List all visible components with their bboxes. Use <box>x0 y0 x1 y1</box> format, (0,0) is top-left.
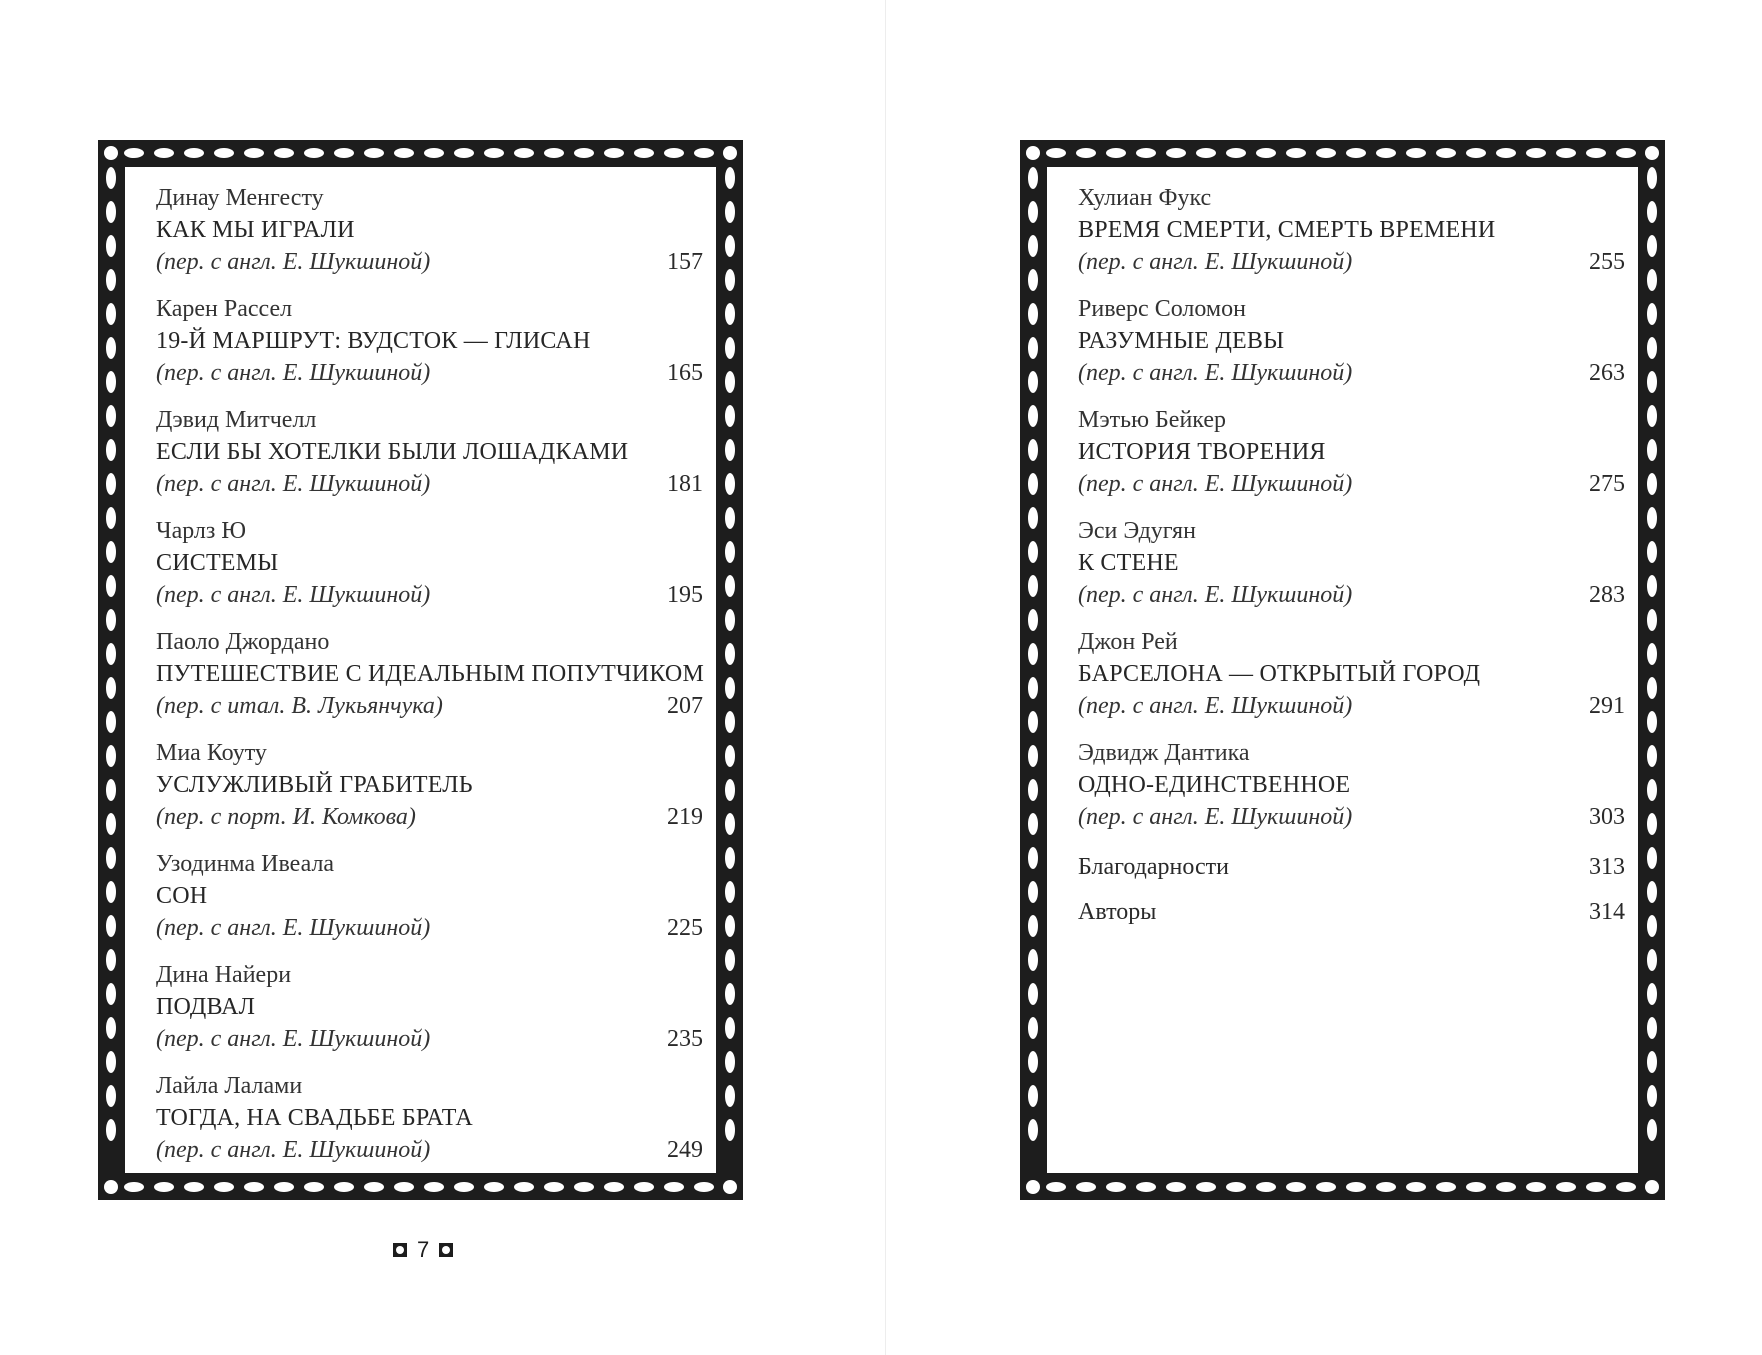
toc-entry <box>1078 626 1625 722</box>
ornament-square-icon <box>439 1243 453 1257</box>
extra-page-number: 313 <box>1589 854 1625 880</box>
entry-title: КАК МЫ ИГРАЛИ <box>156 217 355 243</box>
entry-author: Дэвид Митчелл <box>156 407 317 433</box>
table-of-contents-right <box>1078 182 1625 941</box>
entry-author: Хулиан Фукс <box>1078 185 1212 211</box>
entry-translator: (пер. с англ. Е. Шукшиной) <box>156 582 431 608</box>
entry-page-number: 225 <box>667 915 703 941</box>
toc-entry <box>156 959 703 1055</box>
entry-title: УСЛУЖЛИВЫЙ ГРАБИТЕЛЬ <box>156 772 473 798</box>
toc-entry <box>156 848 703 944</box>
entry-title: ВРЕМЯ СМЕРТИ, СМЕРТЬ ВРЕМЕНИ <box>1078 217 1496 243</box>
toc-entry <box>156 515 703 611</box>
toc-entry <box>156 737 703 833</box>
entry-title: ПУТЕШЕСТВИЕ С ИДЕАЛЬНЫМ ПОПУТЧИКОМ <box>156 661 705 687</box>
toc-entry <box>156 182 703 278</box>
entry-page-number: 263 <box>1589 360 1625 386</box>
entry-title: ЕСЛИ БЫ ХОТЕЛКИ БЫЛИ ЛОШАДКАМИ <box>156 439 629 465</box>
entry-author: Паоло Джордано <box>156 629 330 655</box>
entry-translator-line <box>156 357 703 389</box>
entry-page-number: 249 <box>667 1137 703 1163</box>
entry-translator: (пер. с англ. Е. Шукшиной) <box>1078 804 1353 830</box>
entry-author: Эдвидж Дантика <box>1078 740 1250 766</box>
entry-translator-line <box>156 912 703 944</box>
toc-back-matter <box>1078 851 1625 928</box>
entry-page-number: 303 <box>1589 804 1625 830</box>
entry-page-number: 275 <box>1589 471 1625 497</box>
entry-page-number: 219 <box>667 804 703 830</box>
entry-author: Мэтью Бейкер <box>1078 407 1226 433</box>
entry-translator: (пер. с итал. В. Лукьянчука) <box>156 693 443 719</box>
ornamental-frame-left <box>98 140 743 1200</box>
entry-translator-line <box>1078 357 1625 389</box>
toc-entry <box>1078 182 1625 278</box>
entry-translator-line <box>1078 579 1625 611</box>
entry-translator: (пер. с англ. Е. Шукшиной) <box>1078 693 1353 719</box>
entry-title: ИСТОРИЯ ТВОРЕНИЯ <box>1078 439 1326 465</box>
toc-entry <box>156 404 703 500</box>
entry-author: Чарлз Ю <box>156 518 247 544</box>
toc-entry <box>156 1070 703 1166</box>
extra-page-number: 314 <box>1589 899 1625 925</box>
entry-author: Лайла Лалами <box>156 1073 303 1099</box>
entry-title: БАРСЕЛОНА — ОТКРЫТЫЙ ГОРОД <box>1078 661 1481 687</box>
entry-title: СИСТЕМЫ <box>156 550 279 576</box>
extra-label: Благодарности <box>1078 854 1229 880</box>
entry-title: К СТЕНЕ <box>1078 550 1179 576</box>
toc-extra-item <box>1078 896 1625 928</box>
entry-translator-line <box>1078 801 1625 833</box>
toc-entry <box>1078 515 1625 611</box>
entry-page-number: 157 <box>667 249 703 275</box>
ornamental-frame-right <box>1020 140 1665 1200</box>
entry-page-number: 255 <box>1589 249 1625 275</box>
entry-translator-line <box>1078 468 1625 500</box>
right-page <box>886 0 1762 1355</box>
extra-label: Авторы <box>1078 899 1157 925</box>
entry-page-number: 235 <box>667 1026 703 1052</box>
entry-translator-line <box>156 1134 703 1166</box>
entry-page-number: 207 <box>667 693 703 719</box>
entry-translator: (пер. с англ. Е. Шукшиной) <box>1078 249 1353 275</box>
folio-number: 7 <box>417 1237 430 1262</box>
entry-title: ТОГДА, НА СВАДЬБЕ БРАТА <box>156 1105 473 1131</box>
entry-translator: (пер. с англ. Е. Шукшиной) <box>1078 471 1353 497</box>
folio <box>393 1236 453 1264</box>
entry-translator: (пер. с англ. Е. Шукшиной) <box>156 1026 431 1052</box>
entry-translator-line <box>1078 690 1625 722</box>
entry-title: ПОДВАЛ <box>156 994 256 1020</box>
entry-translator: (пер. с порт. И. Комкова) <box>156 804 416 830</box>
entry-page-number: 195 <box>667 582 703 608</box>
entry-translator-line <box>156 690 703 722</box>
entry-title: 19-Й МАРШРУТ: ВУДСТОК — ГЛИСАН <box>156 328 591 354</box>
entry-translator: (пер. с англ. Е. Шукшиной) <box>1078 360 1353 386</box>
entry-page-number: 283 <box>1589 582 1625 608</box>
entry-translator-line <box>1078 246 1625 278</box>
ornament-square-icon <box>393 1243 407 1257</box>
entry-translator-line <box>156 246 703 278</box>
entry-translator: (пер. с англ. Е. Шукшиной) <box>156 249 431 275</box>
entry-translator: (пер. с англ. Е. Шукшиной) <box>156 360 431 386</box>
entry-author: Эси Эдугян <box>1078 518 1196 544</box>
entry-translator: (пер. с англ. Е. Шукшиной) <box>156 1137 431 1163</box>
entry-author: Узодинма Ивеала <box>156 851 335 877</box>
entry-author: Дина Найери <box>156 962 292 988</box>
entry-title: СОН <box>156 883 208 909</box>
entry-translator-line <box>156 468 703 500</box>
toc-entry <box>156 626 703 722</box>
entry-page-number: 165 <box>667 360 703 386</box>
toc-extra-item <box>1078 851 1625 883</box>
entry-title: ОДНО-ЕДИНСТВЕННОЕ <box>1078 772 1351 798</box>
entry-title: РАЗУМНЫЕ ДЕВЫ <box>1078 328 1285 354</box>
table-of-contents-left <box>156 182 703 1181</box>
entry-translator: (пер. с англ. Е. Шукшиной) <box>1078 582 1353 608</box>
entry-author: Миа Коуту <box>156 740 267 766</box>
toc-entry <box>1078 404 1625 500</box>
entry-page-number: 181 <box>667 471 703 497</box>
entry-author: Риверс Соломон <box>1078 296 1246 322</box>
entry-translator-line <box>156 801 703 833</box>
entry-translator: (пер. с англ. Е. Шукшиной) <box>156 471 431 497</box>
entry-translator: (пер. с англ. Е. Шукшиной) <box>156 915 431 941</box>
entry-translator-line <box>156 579 703 611</box>
entry-page-number: 291 <box>1589 693 1625 719</box>
entry-author: Джон Рей <box>1078 629 1178 655</box>
toc-entry <box>1078 293 1625 389</box>
entry-author: Карен Рассел <box>156 296 293 322</box>
toc-entry <box>1078 737 1625 833</box>
entry-author: Динау Менгесту <box>156 185 324 211</box>
entry-translator-line <box>156 1023 703 1055</box>
toc-entry <box>156 293 703 389</box>
